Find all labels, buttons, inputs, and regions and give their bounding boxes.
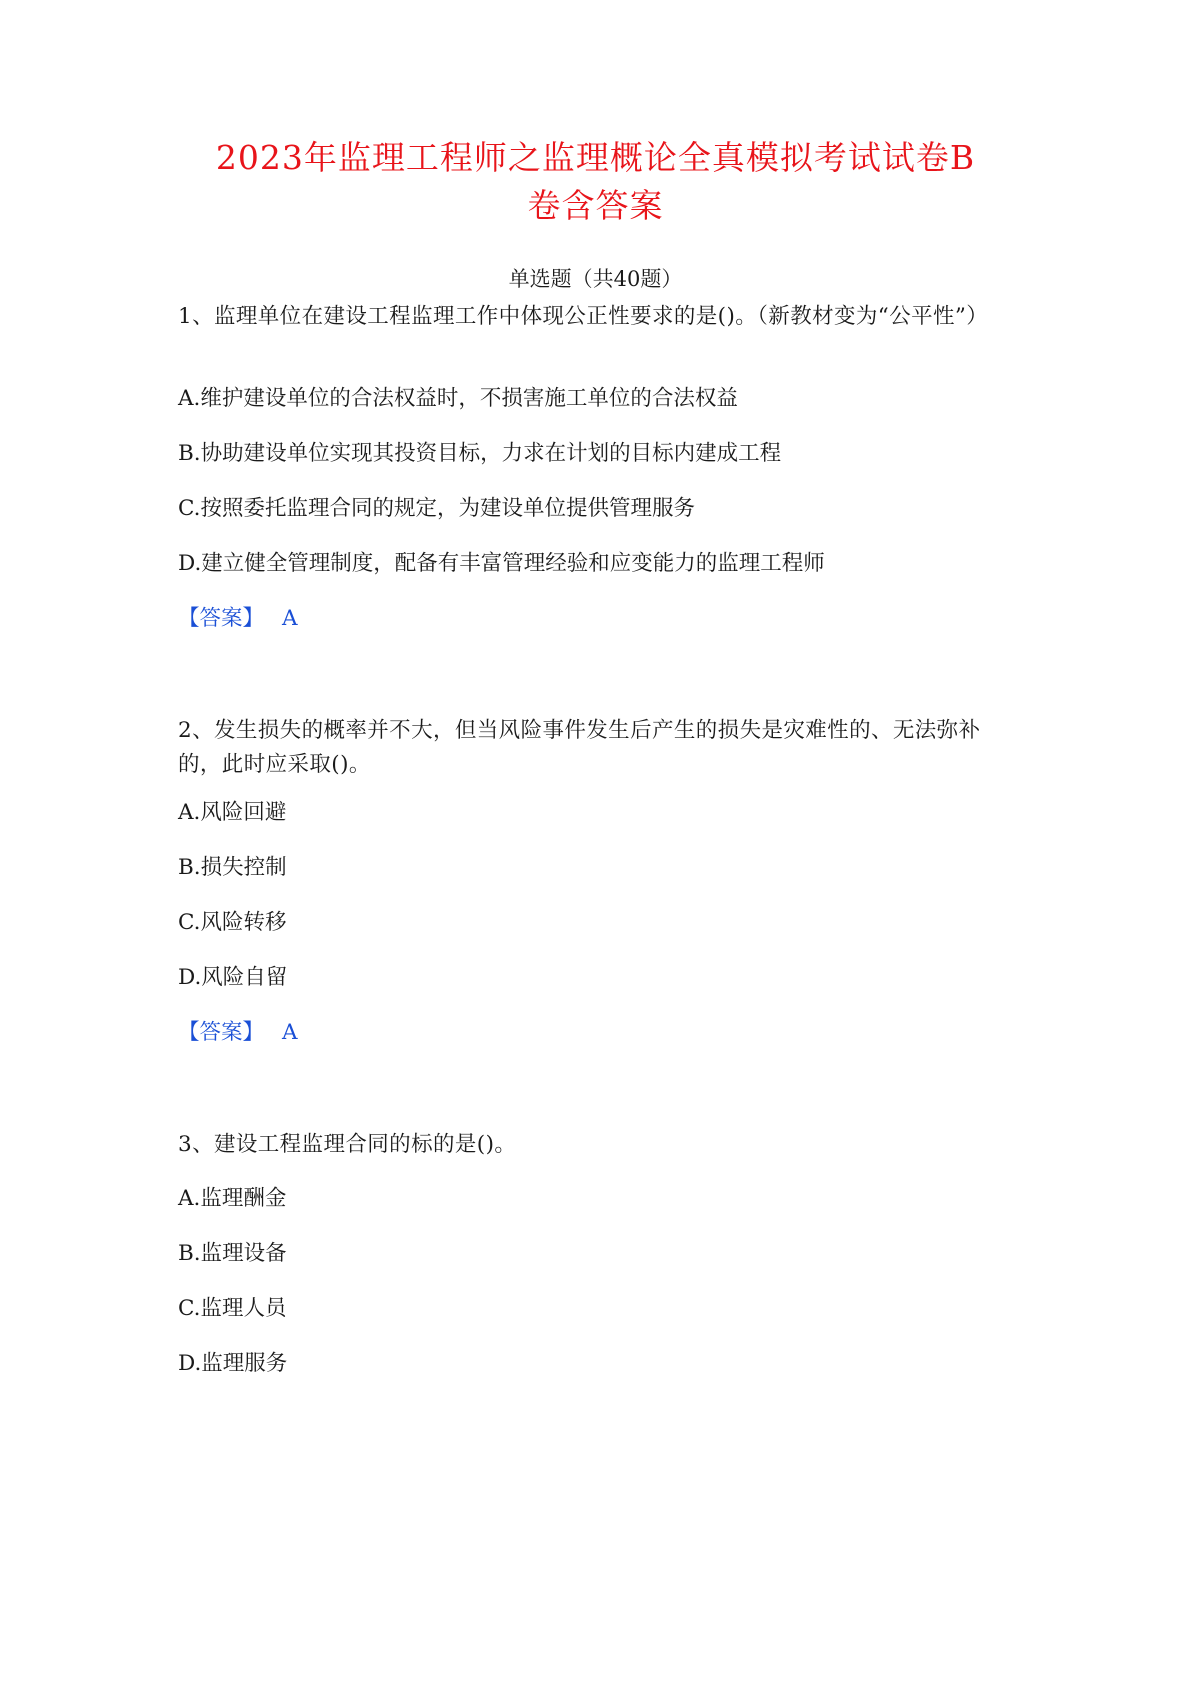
question-stem: 3、建设工程监理合同的标的是()。 bbox=[178, 1132, 517, 1157]
question-stem: 2、发生损失的概率并不大，但当风险事件发生后产生的损失是灾难性的、无法弥补的，此时应采取()。 bbox=[178, 718, 981, 777]
answer-value: A bbox=[282, 1020, 298, 1045]
option-b: B.协助建设单位实现其投资目标，力求在计划的目标内建成工程 bbox=[178, 441, 782, 466]
option-b: B.损失控制 bbox=[178, 855, 287, 880]
question-2 bbox=[178, 714, 1018, 1045]
option-a: A.监理酬金 bbox=[178, 1186, 287, 1211]
question-1 bbox=[178, 300, 1018, 631]
option-d: D.监理服务 bbox=[178, 1351, 288, 1376]
question-3 bbox=[178, 1128, 1018, 1376]
section-heading: 单选题（共40题） bbox=[508, 267, 683, 291]
option-d: D.风险自留 bbox=[178, 965, 288, 990]
question-stem: 1、监理单位在建设工程监理工作中体现公正性要求的是()。（新教材变为“公平性”） bbox=[178, 304, 989, 329]
option-a: A.风险回避 bbox=[178, 800, 287, 825]
option-c: C.风险转移 bbox=[178, 910, 287, 935]
option-c: C.监理人员 bbox=[178, 1296, 287, 1321]
title-line-2: 卷含答案 bbox=[527, 186, 664, 225]
option-d: D.建立健全管理制度，配备有丰富管理经验和应变能力的监理工程师 bbox=[178, 551, 825, 576]
option-b: B.监理设备 bbox=[178, 1241, 287, 1266]
answer-label: 【答案】 bbox=[178, 606, 265, 631]
answer-line bbox=[178, 1018, 298, 1048]
answer-value: A bbox=[282, 606, 298, 631]
option-c: C.按照委托监理合同的规定，为建设单位提供管理服务 bbox=[178, 496, 696, 521]
option-a: A.维护建设单位的合法权益时，不损害施工单位的合法权益 bbox=[178, 386, 738, 411]
answer-label: 【答案】 bbox=[178, 1020, 265, 1045]
title-line-1: 2023年监理工程师之监理概论全真模拟考试试卷B bbox=[215, 138, 976, 177]
document-title bbox=[150, 134, 1041, 230]
answer-line bbox=[178, 604, 298, 634]
